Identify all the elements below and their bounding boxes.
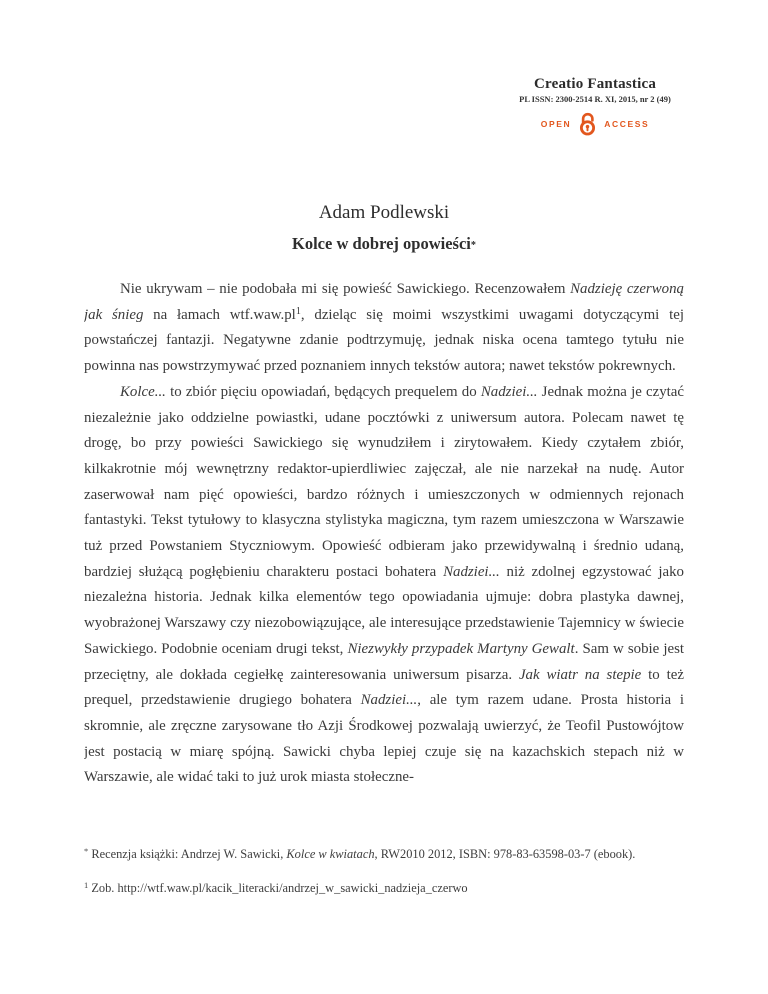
title-footnote-mark: *	[470, 240, 476, 251]
footnote: * Recenzja książki: Andrzej W. Sawicki, Kolce w kwiatach, RW2010 2012, ISBN: 978-83-63598-03-7 (ebook).	[84, 846, 636, 861]
open-lock-icon	[577, 111, 598, 136]
journal-name: Creatio Fantastica	[533, 76, 657, 92]
journal-header	[470, 76, 720, 136]
open-access-open-label: OPEN	[540, 118, 572, 129]
article	[84, 202, 684, 855]
article-title	[84, 234, 684, 254]
article-author: Adam Podlewski	[318, 202, 450, 223]
open-access-access-label: ACCESS	[604, 118, 650, 129]
article-body	[84, 277, 684, 855]
footnote: $^1$ Zob. http://wtf.waw.pl/kacik_literacki/andrzej_w_sawicki_nadzieja_czerwo	[84, 879, 468, 895]
paragraph: Kolce... to zbiór pięciu opowiadań, będących prequelem do Nadziei... Jednak można je czytać niezależnie jako oddzielne powiastki, udane pocztówki z uniwersum autora. Polecam nawet tę drogę, bo przy powieści Sawickiego się wynudziłem i zirytowałem. Kiedy czytałem zbiór, kilkakrotnie mój wewnętrzny redaktor-upierdliwiec zajęczał, ale nie narzekał na nudę. Autor zaserwował nam pięć opowieści, bardzo różnych i umieszczonych w odmiennych rejonach fantastyki. Tekst tytułowy to klasyczna stylistyka magiczna, tym razem umieszczona w Warszawie tuż przed Powstaniem Styczniowym. Opowieść odbieram jako przewidywalną i średnio udaną, bardziej służącą pogłębieniu charakteru postaci bohatera Nadziei... niż zdolnej egzystować jako niezależna historia. Jednak kilka elementów tego opowiadania ujmuje: dobra plastyka dawnej, wyobrażonej Warszawy czy niezobowiązujące, ale interesujące przedstawienie Tajemnicy w świecie Sawickiego. Podobnie oceniam drugi tekst, Niezwykły przypadek Martyny Gewalt. Sam w sobie jest przeciętny, ale dokłada cegiełkę zainteresowania uniwersum pisarza. Jak wiatr na stepie to też prequel, przedstawienie drugiego bohatera Nadziei..., ale tym razem udane. Prosta historia i skromnie, ale zręczne zarysowane tło Azji Środkowej pozwalają uwierzyć, że Teofil Pustowójtow jest postacią w miarę spójną. Sawicki chyba lepiej czuje się na kazachskich stepach niż w Warszawie, ale widać taki to już urok miasta stołeczne-	[84, 383, 684, 786]
article-title-text: Kolce w dobrej opowieści	[292, 234, 471, 253]
footnotes	[84, 845, 684, 898]
paragraph: Nie ukrywam – nie podobała mi się powieść Sawickiego. Recenzowałem Nadzieję czerwoną jak śnieg na łamach $wtf.waw.pl^1$, dzieląc się moimi wszystkimi uwagami dotyczącymi tej powstańczej fantazji. Negatywne zdanie podtrzymuję, jednak niska ocena tamtego tytułu nie powinna nas powstrzymywać przed poznaniem innych tekstów autora; nawet tekstów pokrewnych.	[84, 281, 684, 375]
open-access-logo	[470, 111, 720, 136]
issn-line: PL ISSN: 2300-2514 R. XI, 2015, nr 2 (49)	[519, 94, 671, 104]
